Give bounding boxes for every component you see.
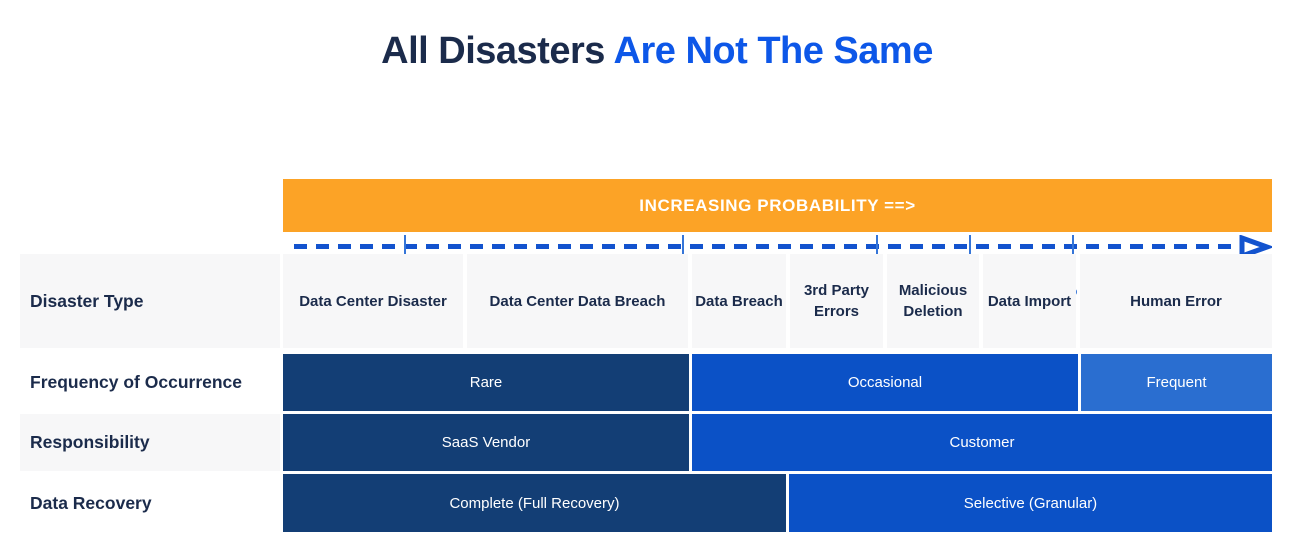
row-label-disaster-type [20,254,280,348]
row-label-text: Disaster Type [30,290,144,311]
increasing-probability-label: INCREASING PROBABILITY ==> [639,195,916,215]
row-label-responsibility [20,414,280,471]
row-label-text: Data Recovery [30,492,152,513]
page-title-prefix: All Disasters [381,30,614,72]
responsibility-cell-saas-vendor: SaaS Vendor [283,414,689,471]
data-recovery-cell-selective: Selective (Granular) [789,474,1272,532]
disaster-type-cell: Malicious Deletion [887,254,979,348]
row-label-text: Frequency of Occurrence [30,372,243,392]
disaster-type-cell: Data Breach [692,254,786,348]
frequency-cell-occasional: Occasional [692,354,1078,411]
disaster-type-cell: 3rd Party Errors [790,254,883,348]
disaster-type-cell: Human Error [1080,254,1272,348]
page-title-highlight: Are Not The Same [613,30,933,72]
responsibility-cell-customer: Customer [692,414,1272,471]
page-title [0,30,1314,73]
frequency-cell-frequent: Frequent [1081,354,1272,411]
increasing-probability-banner [283,179,1272,232]
disaster-type-cell: Data Center Disaster [283,254,463,348]
disaster-type-cell: Data Center Data Breach [467,254,688,348]
data-recovery-cell-complete: Complete (Full Recovery) [283,474,786,532]
row-label-data-recovery [20,474,280,532]
row-label-text: Responsibility [30,432,150,452]
disaster-type-cell: Data Import [983,254,1076,348]
row-label-frequency [20,354,280,411]
frequency-cell-rare: Rare [283,354,689,411]
probability-dashed-line [294,244,1236,249]
